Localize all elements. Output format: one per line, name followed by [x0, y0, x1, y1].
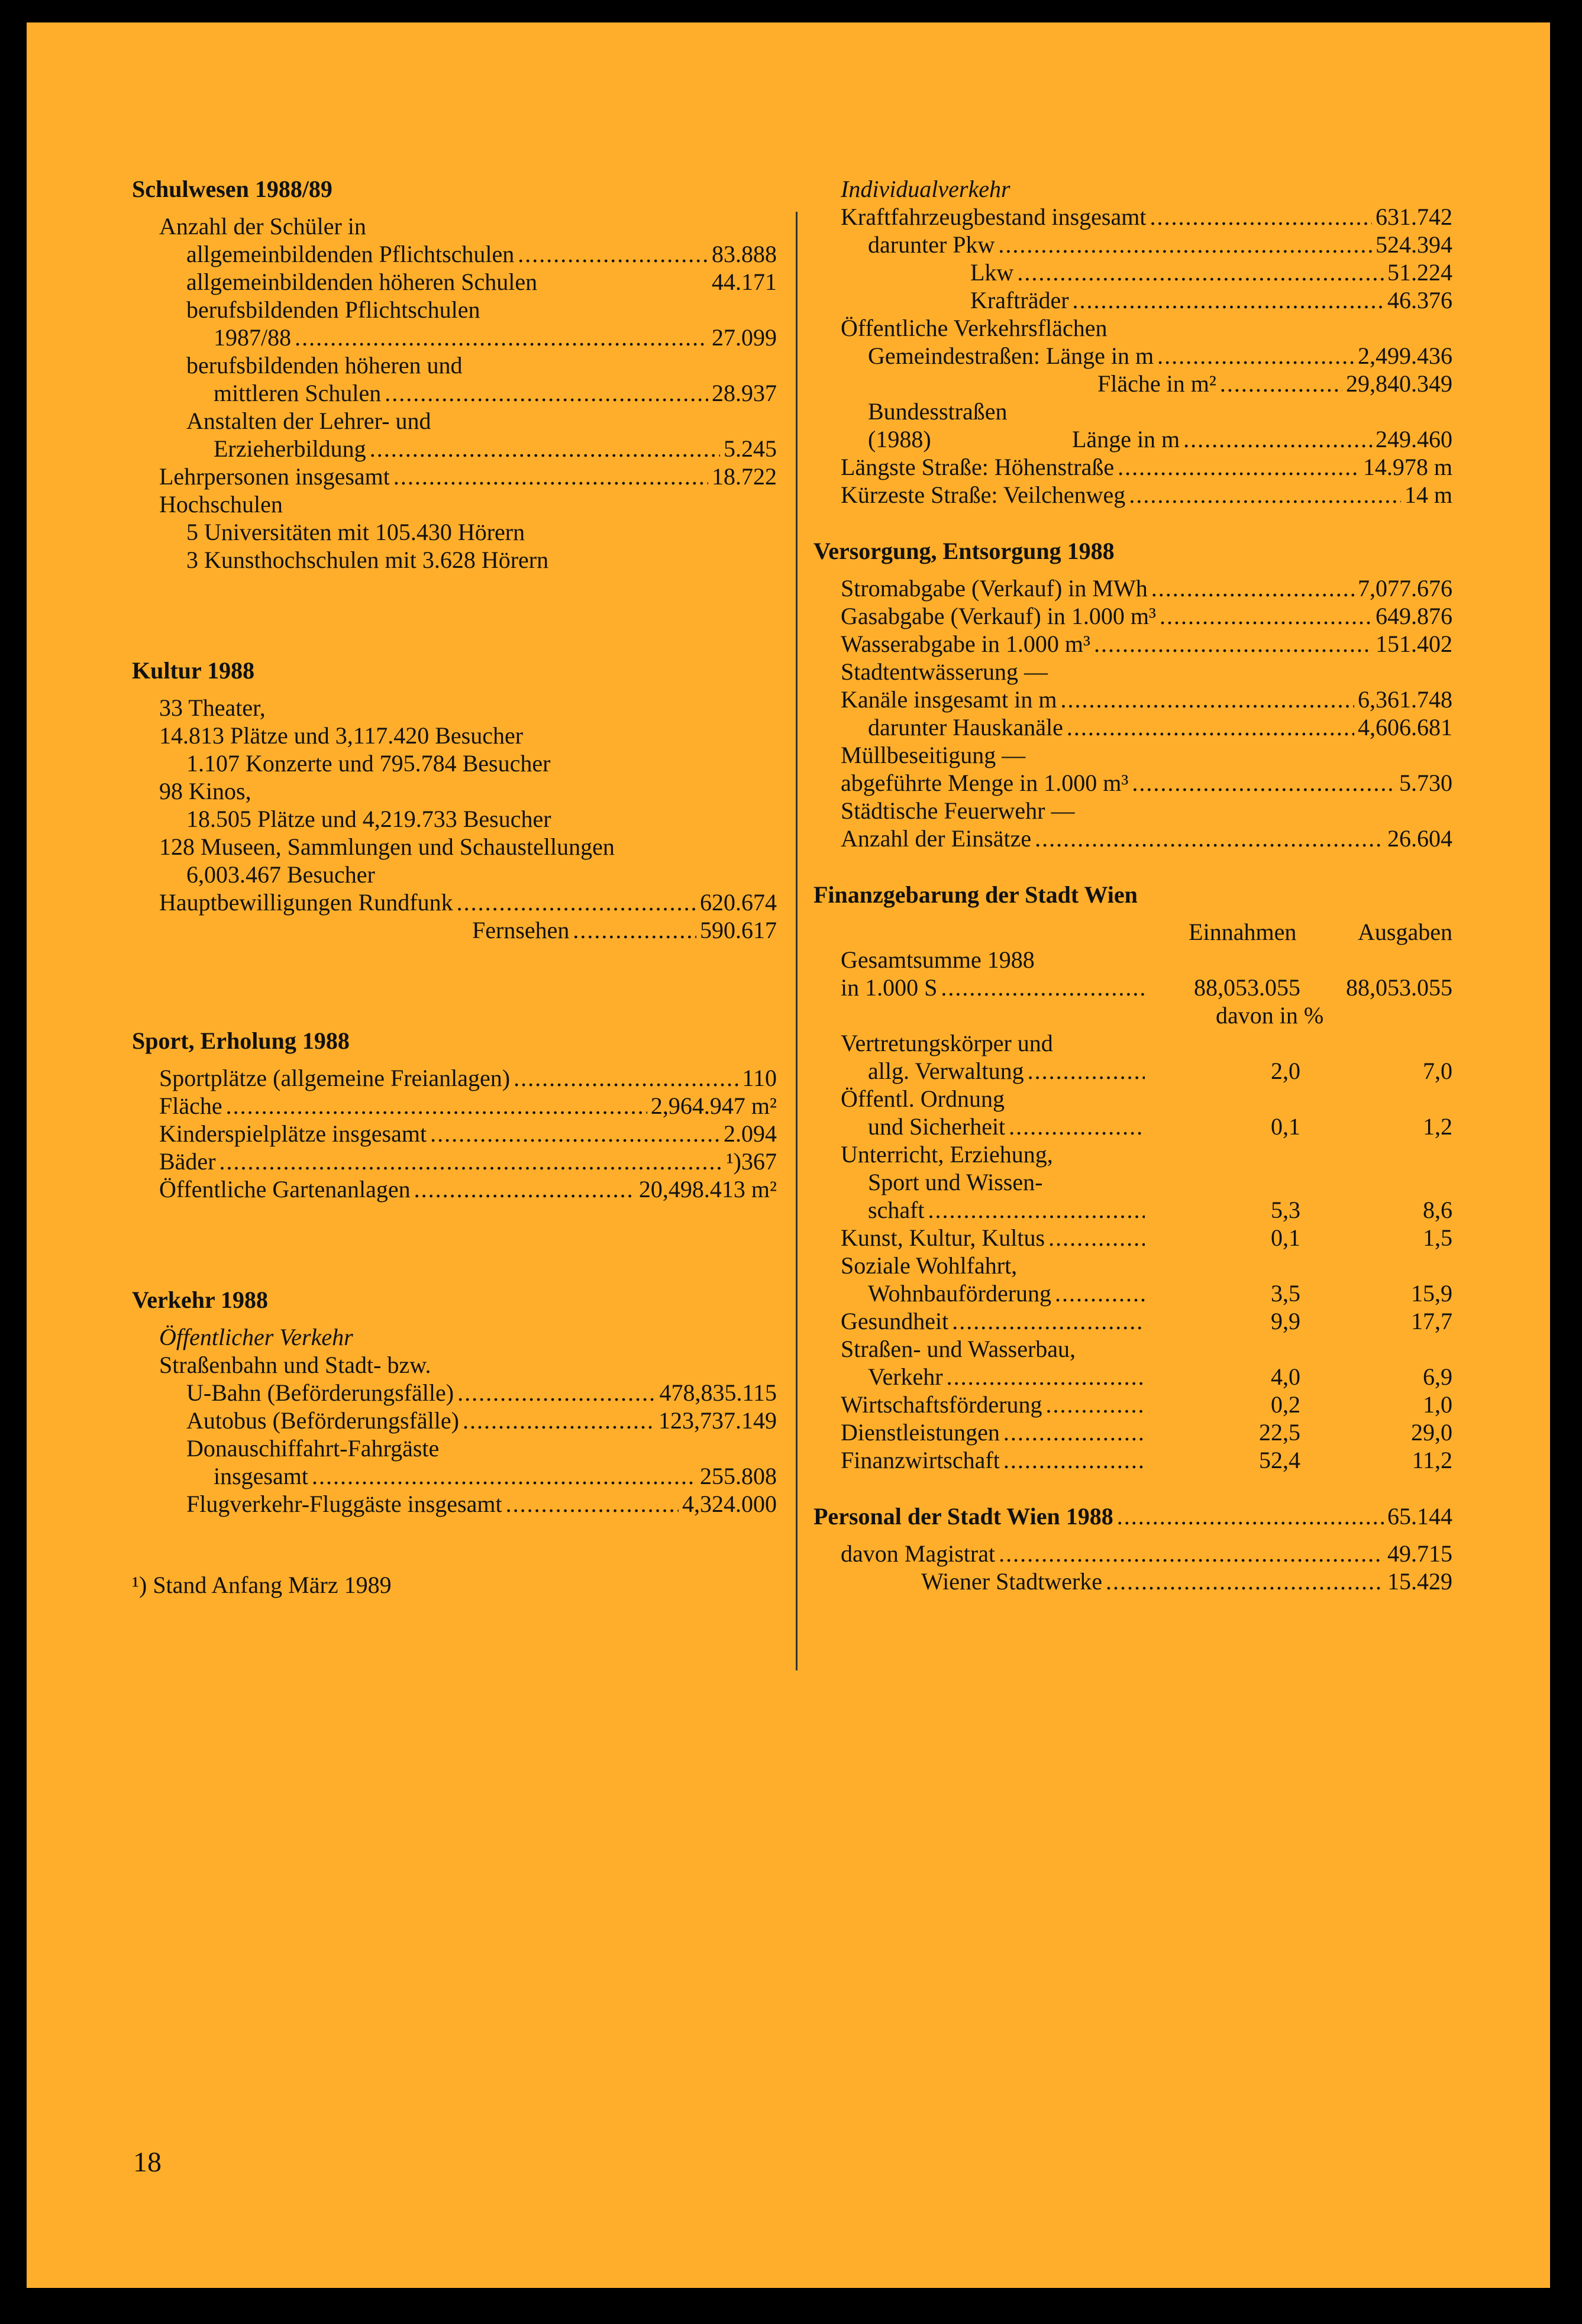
- text-line: Öffentliche Verkehrsflächen: [841, 315, 1108, 341]
- table-row: allg. Verwaltung ..... 2,0 7,0: [813, 1057, 1452, 1085]
- right-column: [813, 175, 1452, 1595]
- table-row: Fernsehen ..... 590.617: [132, 916, 777, 944]
- footnote: ¹) Stand Anfang März 1989: [132, 1572, 392, 1598]
- table-row: Kraftfahrzeugbestand insgesamt ..... 631.742: [813, 203, 1452, 231]
- text-line: Soziale Wohlfahrt,: [841, 1252, 1018, 1279]
- text-line: Donauschiffahrt-Fahrgäste: [186, 1435, 440, 1462]
- table-row: Fläche in m² ..... 29,840.349: [813, 370, 1452, 397]
- table-row: abgeführte Menge in 1.000 m³ ..... 5.730: [813, 769, 1452, 797]
- table-row: davon Magistrat ..... 49.715: [813, 1540, 1452, 1567]
- text-line: Öffentl. Ordnung: [841, 1085, 1005, 1112]
- text-line: davon in %: [1216, 1002, 1324, 1029]
- table-row: 1987/88 ..... 27.099: [132, 324, 777, 351]
- text-line: 128 Museen, Sammlungen und Schaustellungen: [159, 833, 615, 860]
- table-row: darunter Pkw ..... 524.394: [813, 231, 1452, 258]
- section-title-versorgung: Versorgung, Entsorgung 1988: [813, 538, 1115, 564]
- text-line: 6,003.467 Besucher: [186, 861, 375, 888]
- section-title-finanz: Finanzgebarung der Stadt Wien: [813, 881, 1138, 908]
- table-row: Dienstleistungen ..... 22,5 29,0: [813, 1418, 1452, 1446]
- section-title-kultur: Kultur 1988: [132, 657, 255, 684]
- text-line: Bundesstraßen: [868, 398, 1008, 425]
- text-line: 3 Kunsthochschulen mit 3.628 Hörern: [186, 547, 549, 573]
- subsection-title: Individualverkehr: [841, 176, 1010, 202]
- text-line: Straßenbahn und Stadt- bzw.: [159, 1352, 431, 1378]
- table-row: U-Bahn (Beförderungsfälle) ..... 478,835.115: [132, 1379, 777, 1407]
- table-row: (1988) Länge in m ..... 249.460: [813, 425, 1452, 453]
- text-line: Hochschulen: [159, 491, 283, 518]
- subsection-title: Öffentlicher Verkehr: [159, 1324, 353, 1350]
- text-line: 5 Universitäten mit 105.430 Hörern: [186, 519, 525, 545]
- table-row: Krafträder ..... 46.376: [813, 286, 1452, 314]
- page: [27, 22, 1550, 2288]
- text-line: berufsbildenden Pflichtschulen: [186, 296, 480, 323]
- table-row: Wasserabgabe in 1.000 m³ ..... 151.402: [813, 630, 1452, 658]
- table-row: Flugverkehr-Fluggäste insgesamt ..... 4,324.000: [132, 1490, 777, 1518]
- table-row: darunter Hauskanäle ..... 4,606.681: [813, 713, 1452, 741]
- table-row: insgesamt ..... 255.808: [132, 1462, 777, 1490]
- table-row: in 1.000 S ..... 88,053.055 88,053.055: [813, 974, 1452, 1001]
- section-title-verkehr: Verkehr 1988: [132, 1287, 268, 1313]
- table-row: Längste Straße: Höhenstraße ..... 14.978 m: [813, 453, 1452, 481]
- left-column: [132, 175, 777, 1599]
- table-row: Stromabgabe (Verkauf) in MWh ..... 7,077.676: [813, 574, 1452, 602]
- text-line: berufsbildenden höheren und: [186, 352, 463, 379]
- text-line: Stadtentwässerung —: [841, 658, 1048, 685]
- text-line: Gesamtsumme 1988: [841, 946, 1035, 973]
- table-row: schaft ..... 5,3 8,6: [813, 1196, 1452, 1224]
- text-line: Städtische Feuerwehr —: [841, 797, 1075, 824]
- text-line: 98 Kinos,: [159, 778, 251, 804]
- table-row: Kürzeste Straße: Veilchenweg ..... 14 m: [813, 481, 1452, 509]
- text-line: 14.813 Plätze und 3,117.420 Besucher: [159, 722, 524, 749]
- table-row: Sportplätze (allgemeine Freianlagen) ..... 110: [132, 1064, 777, 1092]
- table-row: Verkehr ..... 4,0 6,9: [813, 1363, 1452, 1391]
- table-row: Gesundheit ..... 9,9 17,7: [813, 1307, 1452, 1335]
- table-row: Gasabgabe (Verkauf) in 1.000 m³ ..... 649.876: [813, 602, 1452, 630]
- table-row: Kanäle insgesamt in m ..... 6,361.748: [813, 686, 1452, 713]
- page-number: 18: [133, 2147, 162, 2178]
- text-line: Unterricht, Erziehung,: [841, 1141, 1053, 1168]
- table-row: Wirtschaftsförderung ..... 0,2 1,0: [813, 1391, 1452, 1418]
- table-row: allgemeinbildenden Pflichtschulen ..... 83.888: [132, 240, 777, 268]
- table-row: Autobus (Beförderungsfälle) ..... 123,737.149: [132, 1407, 777, 1434]
- text-line: Straßen- und Wasserbau,: [841, 1336, 1076, 1362]
- table-row: Wiener Stadtwerke ..... 15.429: [813, 1567, 1452, 1595]
- table-row: Personal der Stadt Wien 1988 ..... 65.144: [813, 1502, 1452, 1530]
- text-line: 18.505 Plätze und 4,219.733 Besucher: [186, 806, 551, 832]
- table-header: Einnahmen Ausgaben: [1189, 919, 1452, 945]
- table-row: Kinderspielplätze insgesamt ..... 2.094: [132, 1120, 777, 1148]
- table-row: Finanzwirtschaft ..... 52,4 11,2: [813, 1446, 1452, 1474]
- table-row: Lkw ..... 51.224: [813, 258, 1452, 286]
- table-row: Öffentliche Gartenanlagen ..... 20,498.413 m²: [132, 1175, 777, 1203]
- table-row: Kunst, Kultur, Kultus ..... 0,1 1,5: [813, 1224, 1452, 1252]
- table-row: Bäder ..... ¹)367: [132, 1148, 777, 1175]
- table-row: Gemeindestraßen: Länge in m ..... 2,499.436: [813, 342, 1452, 370]
- text-line: Vertretungskörper und: [841, 1030, 1053, 1056]
- table-row: Lehrpersonen insgesamt ..... 18.722: [132, 463, 777, 490]
- section-title-sport: Sport, Erholung 1988: [132, 1027, 350, 1054]
- text-line: Anzahl der Schüler in: [159, 213, 366, 240]
- table-row: Wohnbauförderung ..... 3,5 15,9: [813, 1279, 1452, 1307]
- table-row: Fläche ..... 2,964.947 m²: [132, 1092, 777, 1120]
- finance-rows: [813, 1029, 1452, 1474]
- table-row: Erzieherbildung ..... 5.245: [132, 435, 777, 463]
- text-line: Müllbeseitigung —: [841, 742, 1026, 768]
- table-row: allgemeinbildenden höheren Schulen 44.171: [186, 269, 777, 295]
- column-divider: [796, 212, 798, 1670]
- table-row: mittleren Schulen ..... 28.937: [132, 379, 777, 407]
- text-line: Sport und Wissen-: [868, 1169, 1043, 1195]
- section-title-schulwesen: Schulwesen 1988/89: [132, 176, 332, 202]
- table-row: Hauptbewilligungen Rundfunk ..... 620.674: [132, 888, 777, 916]
- text-line: 1.107 Konzerte und 795.784 Besucher: [186, 750, 551, 777]
- text-line: 33 Theater,: [159, 694, 266, 721]
- text-line: Anstalten der Lehrer- und: [186, 408, 431, 434]
- table-row: Anzahl der Einsätze ..... 26.604: [813, 825, 1452, 852]
- table-row: und Sicherheit ..... 0,1 1,2: [813, 1113, 1452, 1140]
